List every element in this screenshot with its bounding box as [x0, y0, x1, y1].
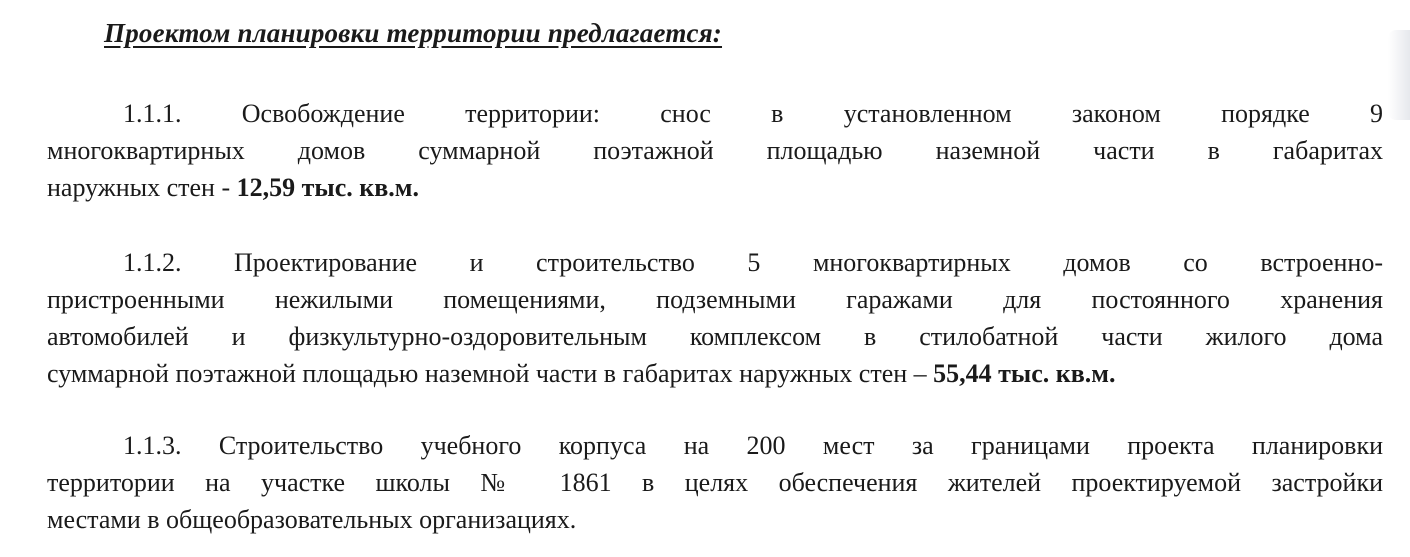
paragraph-line: 1.1.3. Строительство учебного корпуса на 200 мест за границами проекта планировки — [123, 431, 1383, 460]
page-edge-shadow — [1388, 30, 1410, 120]
paragraph-line: автомобилей и физкультурно-оздоровительным комплексом в стилобатной части жилого дома — [47, 322, 1383, 351]
paragraph-1-1-1 — [47, 95, 1383, 206]
paragraph-line: местами в общеобразовательных организациях. — [47, 505, 577, 534]
paragraph-line: пристроенными нежилыми помещениями, подземными гаражами для постоянного хранения — [47, 285, 1383, 314]
area-value: 55,44 тыс. кв.м. — [933, 359, 1116, 388]
paragraph-1-1-2 — [47, 244, 1383, 392]
paragraph-line: суммарной поэтажной площадью наземной части в габаритах наружных стен – 55,44 тыс. кв.м. — [47, 359, 1116, 388]
paragraph-line: многоквартирных домов суммарной поэтажной площадью наземной части в габаритах — [47, 136, 1383, 165]
section-heading: Проектом планировки территории предлагается: — [104, 18, 723, 48]
paragraph-number: 1.1.3. — [123, 431, 182, 460]
paragraph-1-1-3 — [47, 427, 1383, 538]
paragraph-line: территории на участке школы № 1861 в целях обеспечения жителей проектируемой застройки — [47, 468, 1383, 497]
paragraph-number: 1.1.2. — [123, 248, 182, 277]
paragraph-line: 1.1.2. Проектирование и строительство 5 многоквартирных домов со встроенно- — [123, 248, 1384, 277]
area-value: 12,59 тыс. кв.м. — [236, 173, 419, 202]
paragraph-number: 1.1.1. — [123, 99, 182, 128]
paragraph-line: 1.1.1. Освобождение территории: снос в установленном законом порядке 9 — [123, 99, 1384, 128]
paragraph-line: наружных стен - 12,59 тыс. кв.м. — [47, 173, 419, 202]
